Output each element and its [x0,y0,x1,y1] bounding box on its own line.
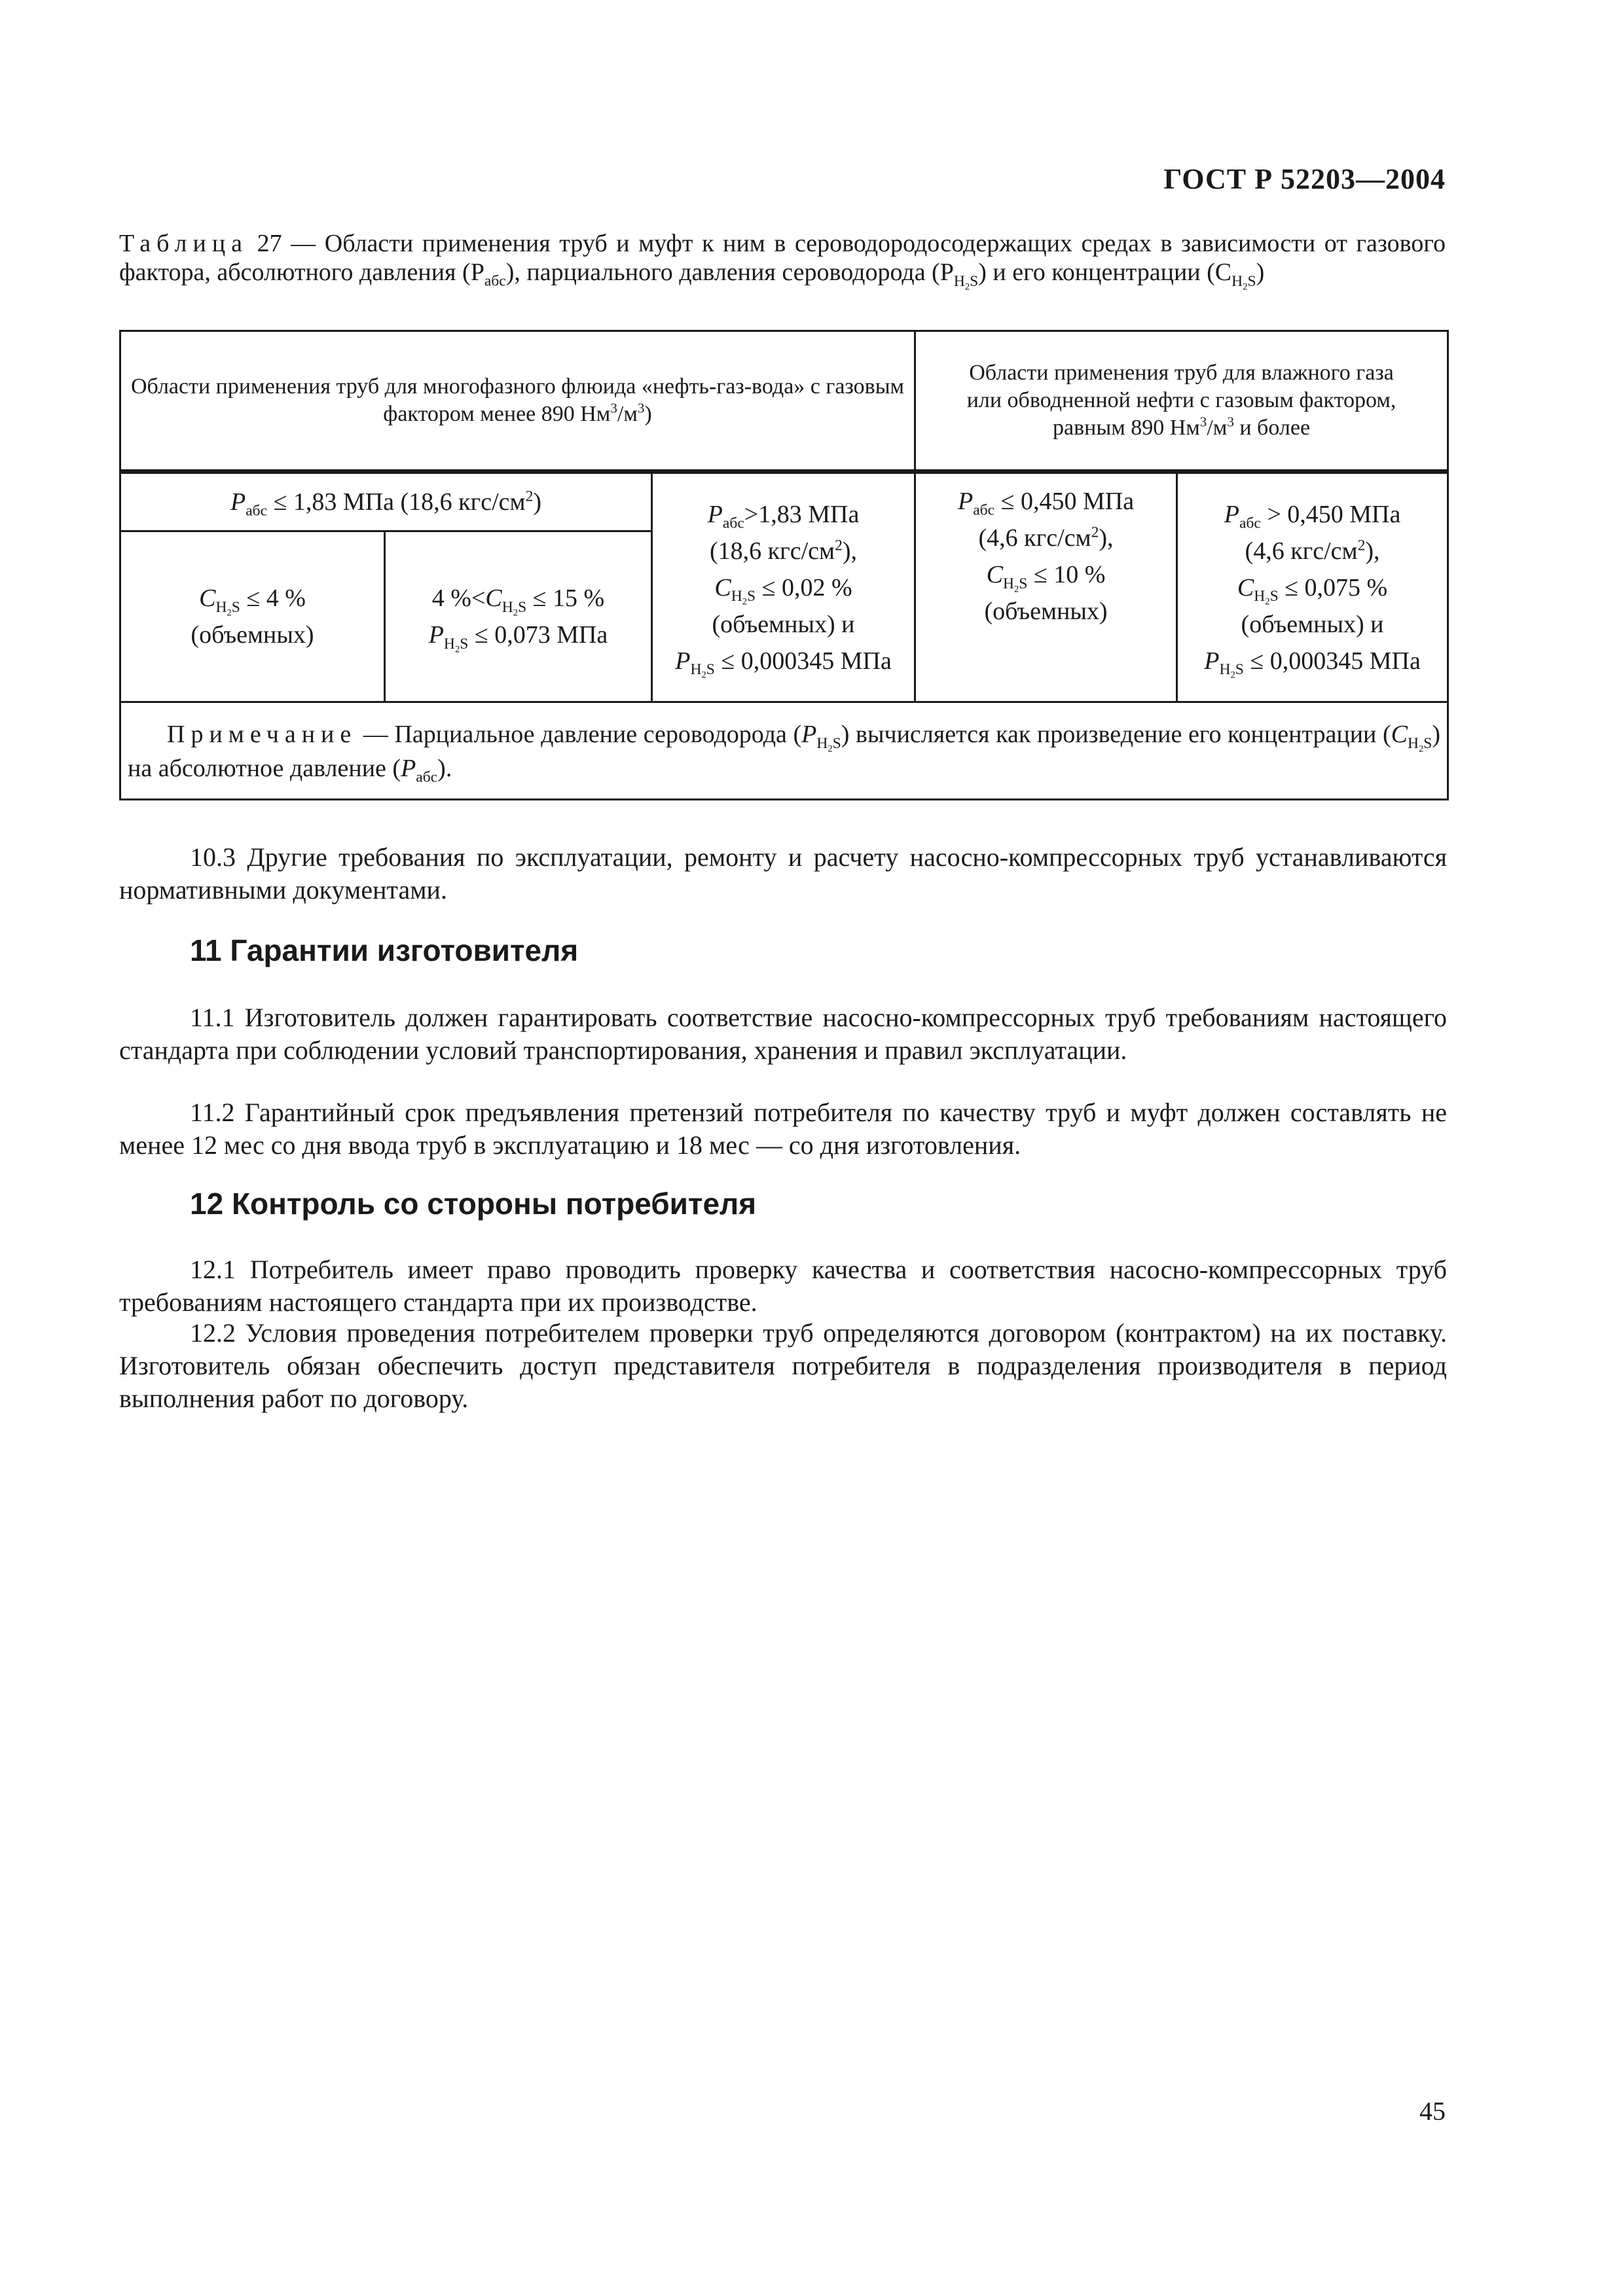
cell-pabs-le-1-83: $P_{абс} \le 1,83$ МПа (18,6 кгс/$см^2$) [120,472,652,531]
cell-ch2s-4-15: 4 $\%<C_{H_2S} \le 15$ % $P_{H_2S} \le 0,073$ МПа [385,531,652,702]
paragraph-10-3: 10.3 Другие требования по эксплуатации, ремонту и расчету насосно-компрессорных труб устанавливаются нормативными документами. [119,842,1447,905]
table-header-right: Области применения труб для влажного газа или обводненной нефти с газовым фактором, равным 890 $Нм^3/м^3$ и более [915,331,1448,472]
table-header-left: Области применения труб для многофазного флюида «нефть-газ-вода» с газовым фактором менее 890 $Нм^3/м^3$) [120,331,915,472]
page-number: 45 [1419,2096,1446,2126]
paragraph-11-1: 11.1 Изготовитель должен гарантировать соответствие насосно-компрессорных труб требованиям настоящего стандарта при соблюдении условий транспортирования, хранения и правил эксплуатации. [119,1003,1447,1065]
section-title-11: 11 Гарантии изготовителя [190,933,579,967]
table-caption-text-3: ) и его концентрации (C [978,259,1232,286]
paragraph-12-1: 12.1 Потребитель имеет право проводить проверку качества и соответствия насосно-компрессорных труб требованиям настоящего стандарта при их производстве. [119,1255,1447,1317]
cell-pabs-gt-1-83: $P_{абс}>1,83$ МПа (18,6 кгс/$см^2$), $C_{H_2S} \le 0,02$ % (объемных) и $P_{H_2S} \le 0,000345$ МПа [652,472,915,702]
table-caption-text-1: 27 — Области применения труб и муфт к ним в сероводородосодержащих средах в зависимости от газового фактора, абсолютного давления (P [119,230,1446,286]
sub-h2s: H2S [1231,272,1256,293]
sub-abs: абс [484,272,506,290]
paragraph-12-2: 12.2 Условия проведения потребителем проверки труб определяются договором (контрактом) на их поставку. Изготовитель обязан обеспечить доступ представителя потребителя в подразделения производителя в период выполнения работ по договору. [119,1318,1447,1413]
table-caption [119,229,1446,293]
document-code: ГОСТ Р 52203—2004 [1163,163,1446,195]
section-title-12: 12 Контроль со стороны потребителя [190,1187,757,1221]
table-note: Примечание — Парциальное давление сероводорода $(P_{H_2S})$ вычисляется как произведение его концентрации $(C_{H_2S})$ на абсолютное давление $(P_{абс})$. [120,702,1448,800]
paragraph-11-2: 11.2 Гарантийный срок предъявления претензий потребителя по качеству труб и муфт должен составлять не менее 12 мес со дня ввода труб в эксплуатацию и 18 мес — со дня изготовления. [119,1098,1447,1160]
sub-h2s: H2S [953,272,979,293]
cell-pabs-le-0-450: $P_{абс} \le 0,450$ МПа (4,6 кгс/$см^2$), $C_{H_2S} \le 10$ % (объемных) [915,472,1177,702]
table-caption-text-4: ) [1256,259,1265,286]
table-caption-text-2: ), парциального давления сероводорода (P [505,259,954,286]
table-caption-word: Таблица [119,230,249,257]
cell-ch2s-le-4: $C_{H_2S} \le 4$ % (объемных) [120,531,385,702]
application-table [119,330,1449,800]
cell-pabs-gt-0-450: $P_{абс} > 0,450$ МПа (4,6 кгс/$см^2$), $C_{H_2S} \le 0,075$ % (объемных) и $P_{H_2S} \le 0,000345$ МПа [1177,472,1448,702]
